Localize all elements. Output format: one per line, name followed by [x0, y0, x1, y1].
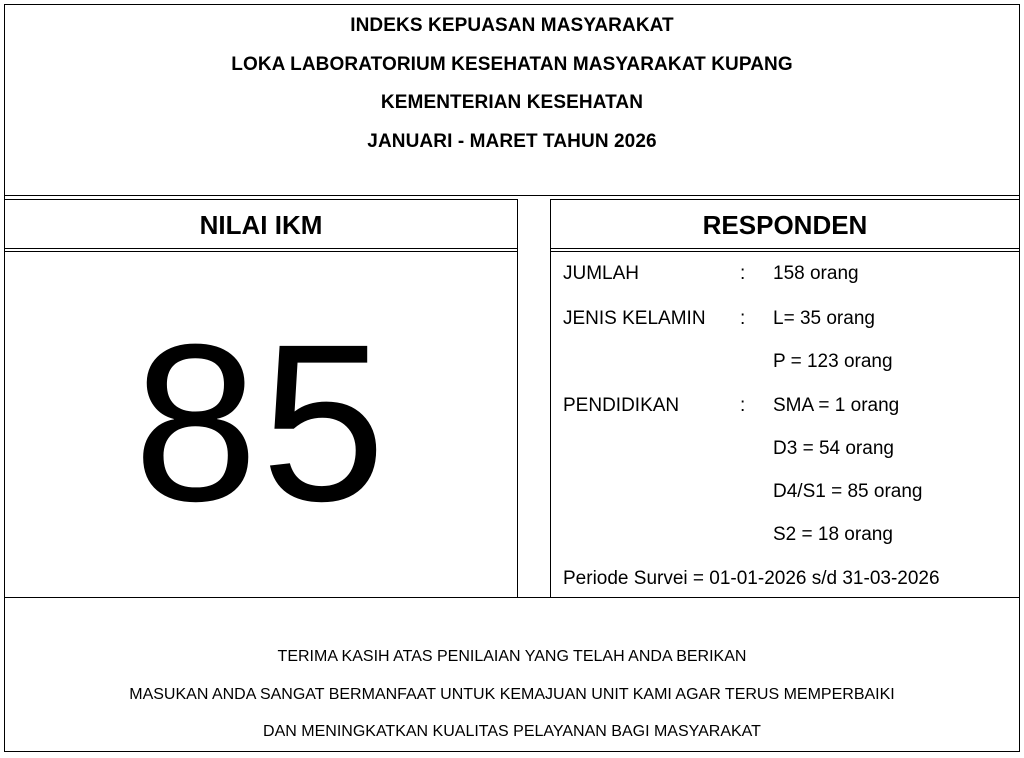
footer-line-3: DAN MENINGKATKAN KUALITAS PELAYANAN BAGI MASYARAKAT: [263, 723, 761, 740]
jenis-kelamin-male: L= 35 orang: [773, 308, 875, 329]
header-title-2: LOKA LABORATORIUM KESEHATAN MASYARAKAT KUPANG: [231, 54, 793, 75]
periode-survei: Periode Survei = 01-01-2026 s/d 31-03-2026: [563, 568, 940, 589]
header-period: JANUARI - MARET TAHUN 2026: [367, 131, 657, 152]
responden-heading: RESPONDEN: [551, 200, 1019, 252]
pendidikan-label: PENDIDIKAN: [563, 395, 680, 416]
footer-line-1: TERIMA KASIH ATAS PENILAIAN YANG TELAH ANDA BERIKAN: [277, 648, 747, 665]
ikm-score: 85: [133, 298, 389, 548]
jumlah-label: JUMLAH: [563, 263, 640, 284]
pendidikan-d4-s1: D4/S1 = 85 orang: [773, 481, 923, 502]
header-divider: [4, 195, 1020, 196]
jenis-kelamin-colon: :: [740, 308, 746, 329]
pendidikan-s2: S2 = 18 orang: [773, 524, 893, 545]
header-title-3: KEMENTERIAN KESEHATAN: [380, 92, 644, 113]
pendidikan-colon: :: [740, 395, 746, 416]
header-title-1: INDEKS KEPUASAN MASYARAKAT: [350, 15, 674, 36]
jumlah-colon: :: [740, 263, 746, 284]
jenis-kelamin-label: JENIS KELAMIN: [563, 308, 706, 329]
footer-line-2: MASUKAN ANDA SANGAT BERMANFAAT UNTUK KEMAJUAN UNIT KAMI AGAR TERUS MEMPERBAIKI: [129, 686, 895, 703]
footer-divider: [4, 597, 1020, 598]
jenis-kelamin-female: P = 123 orang: [773, 351, 893, 372]
pendidikan-d3: D3 = 54 orang: [773, 438, 894, 459]
pendidikan-sma: SMA = 1 orang: [773, 395, 900, 416]
jumlah-value: 158 orang: [773, 263, 859, 284]
ikm-heading: NILAI IKM: [5, 200, 517, 252]
